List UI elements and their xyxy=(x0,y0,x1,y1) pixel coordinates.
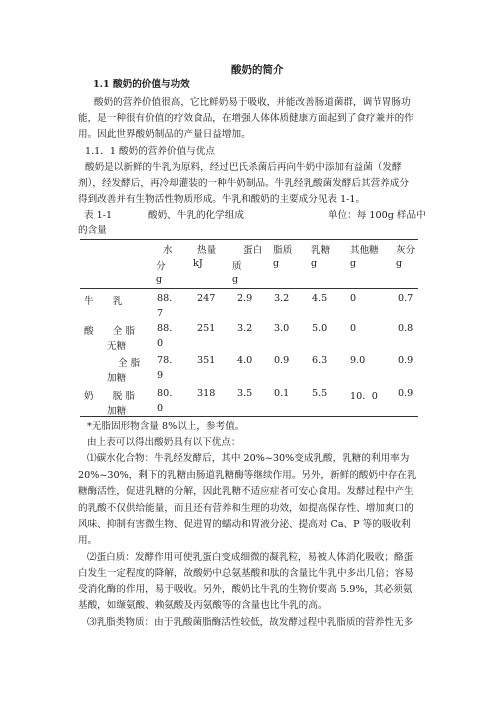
table-row-label: 全 脂 xyxy=(118,358,141,369)
table-caption-name: 酸奶、牛乳的化学组成 xyxy=(148,210,244,221)
table-cell-ash: 0.7 xyxy=(398,293,414,304)
subsection-heading: 1.1．1 酸奶的营养价值与优点 xyxy=(85,146,215,157)
summary-line: 由上表可以得出酸奶具有以下优点： xyxy=(87,437,241,448)
table-cell-water-cont: 9 xyxy=(157,370,164,381)
table-cell-lactose: 5.0 xyxy=(312,323,328,334)
point-1-line-3: 糖酶活性，促进乳糖的分解，因此乳糖不适应症者可安心食用。发酵过程中产生 xyxy=(78,486,414,497)
table-cell-water-cont: 0 xyxy=(157,338,164,349)
table-row-sublabel: 无糖 xyxy=(107,341,127,352)
table-top-rule xyxy=(80,239,418,240)
table-cell-water: 78. xyxy=(157,355,173,366)
table-cell-water-cont: 7 xyxy=(157,308,164,319)
table-cell-ash: 0.9 xyxy=(398,388,414,399)
point-1-line-1: ⑴碳水化合物：牛乳经发酵后，其中 20%~30%变成乳酸，乳糖的利用率为 xyxy=(87,453,410,464)
page-title: 酸奶的简介 xyxy=(231,64,284,76)
table-cell-lactose: 4.5 xyxy=(312,293,328,304)
sub-intro-line-1: 酸奶是以新鲜的牛乳为原料，经过巴氏杀菌后再向牛奶中添加有益菌（发酵 xyxy=(85,162,402,173)
header-other-2: g xyxy=(350,258,357,269)
header-water-2: 分 xyxy=(156,261,166,272)
table-row-label: 奶 脱 脂 xyxy=(84,391,136,402)
table-row-label: 酸 全 脂 xyxy=(84,326,136,337)
header-protein-3: g xyxy=(232,274,239,285)
table-cell-lactose: 6.3 xyxy=(312,355,328,366)
table-cell-kj: 318 xyxy=(197,388,216,399)
header-protein-1: 蛋白 xyxy=(243,245,263,256)
table-cell-ash: 0.9 xyxy=(398,355,414,366)
table-caption-unit: 单位：每 100g 样品中 xyxy=(328,210,426,221)
table-row-sublabel: 加糖 xyxy=(107,406,127,417)
table-cell-other: 0 xyxy=(350,323,357,334)
point-2-line-4: 基酸，如缬氨酸、赖氨酸及丙氨酸等的含量也比牛乳的高。 xyxy=(78,600,328,611)
sub-intro-line-3: 得到改善并有生物活性物质形成。牛乳和酸奶的主要成分见表 1-1。 xyxy=(78,194,366,205)
table-cell-other: 9.0 xyxy=(350,355,366,366)
table-cell-fat: 0.1 xyxy=(274,388,290,399)
table-cell-kj: 351 xyxy=(197,355,216,366)
point-2-line-2: 白发生一定程度的降解，故酸奶中总氨基酸和肽的含量比牛乳中多出几倍；容易 xyxy=(78,568,414,579)
point-1-line-5: 风味、抑制有害微生物、促进胃的蠕动和胃液分泌、提高对 Ca、P 等的吸收利 xyxy=(78,519,411,530)
intro-line-1: 酸奶的营养价值很高，它比鲜奶易于吸收，并能改善肠道菌群，调节胃肠功 xyxy=(94,97,411,108)
sub-intro-line-2: 剂），经发酵后，再冷却灌装的一种牛奶制品。牛乳经乳酸菌发酵后其营养成分 xyxy=(78,178,409,189)
table-cell-water: 80. xyxy=(157,388,173,399)
table-cell-kj: 251 xyxy=(197,323,216,334)
table-cell-other: 10．0 xyxy=(350,391,378,402)
table-cell-protein: 2.9 xyxy=(237,293,253,304)
table-bottom-rule xyxy=(80,416,418,417)
table-cell-water: 88. xyxy=(157,293,173,304)
table-cell-protein: 4.0 xyxy=(237,355,253,366)
header-water-1: 水 xyxy=(163,245,173,256)
table-cell-protein: 3.5 xyxy=(237,388,253,399)
table-cell-fat: 0.9 xyxy=(274,355,290,366)
point-2-line-3: 受消化酶的作用，易于吸收。另外，酸奶比牛乳的生物价要高 5.9%，其必须氨 xyxy=(78,584,413,595)
table-cell-protein: 3.2 xyxy=(237,323,253,334)
header-protein-2: 质 xyxy=(232,261,242,272)
point-1-line-6: 用。 xyxy=(78,535,98,546)
header-fat-2: g xyxy=(273,258,280,269)
table-cell-water: 88. xyxy=(157,323,173,334)
table-caption-cont: 的含量 xyxy=(78,225,107,236)
table-cell-ash: 0.8 xyxy=(398,323,414,334)
table-cell-lactose: 5.5 xyxy=(312,388,328,399)
intro-line-3: 用。因此世界酸奶制品的产量日益增加。 xyxy=(78,129,251,140)
section-heading: 1.1 酸奶的价值与功效 xyxy=(93,79,190,90)
table-cell-water-cont: 0 xyxy=(157,403,164,414)
header-ash-2: g xyxy=(396,258,403,269)
table-cell-kj: 247 xyxy=(197,293,216,304)
header-other-1: 其他糖 xyxy=(350,245,379,256)
header-ash-1: 灰分 xyxy=(396,245,416,256)
table-cell-fat: 3.0 xyxy=(274,323,290,334)
table-row-label: 牛 乳 xyxy=(84,296,123,307)
header-fat-1: 脂质 xyxy=(273,245,293,256)
table-footnote: *无脂固形物含量 8%以上，参考值。 xyxy=(87,421,245,432)
header-water-3: g xyxy=(156,274,163,285)
header-lactose-2: g xyxy=(311,258,318,269)
table-row-sublabel: 加糖 xyxy=(107,373,127,384)
table-cell-fat: 3.2 xyxy=(274,293,290,304)
header-lactose-1: 乳糖 xyxy=(311,245,331,256)
intro-line-2: 能，是一种很有价值的疗效食品，在增强人体体质健康方面起到了食疗兼并的作 xyxy=(78,113,414,124)
point-1-line-4: 的乳酸不仅供给能量，而且还有营养和生理的功效，如提高保存性、增加爽口的 xyxy=(78,503,414,514)
point-1-line-2: 20%~30%，剩下的乳糖由肠道乳糖酶等继续作用。另外，新鲜的酸奶中存在乳 xyxy=(78,470,417,481)
table-header-rule xyxy=(80,288,418,289)
point-2-line-1: ⑵蛋白质：发酵作用可使乳蛋白变成细微的凝乳粒，易被人体消化吸收；酪蛋 xyxy=(87,552,414,563)
header-kj-2: kJ xyxy=(193,258,203,269)
point-3-line-1: ⑶乳脂类物质：由于乳酸菌脂酶活性较低，故发酵过程中乳脂质的营养性无多 xyxy=(87,617,414,628)
table-cell-other: 0 xyxy=(350,293,357,304)
table-caption-number: 表 1-1 xyxy=(84,210,113,221)
header-kj-1: 热量 xyxy=(197,245,217,256)
